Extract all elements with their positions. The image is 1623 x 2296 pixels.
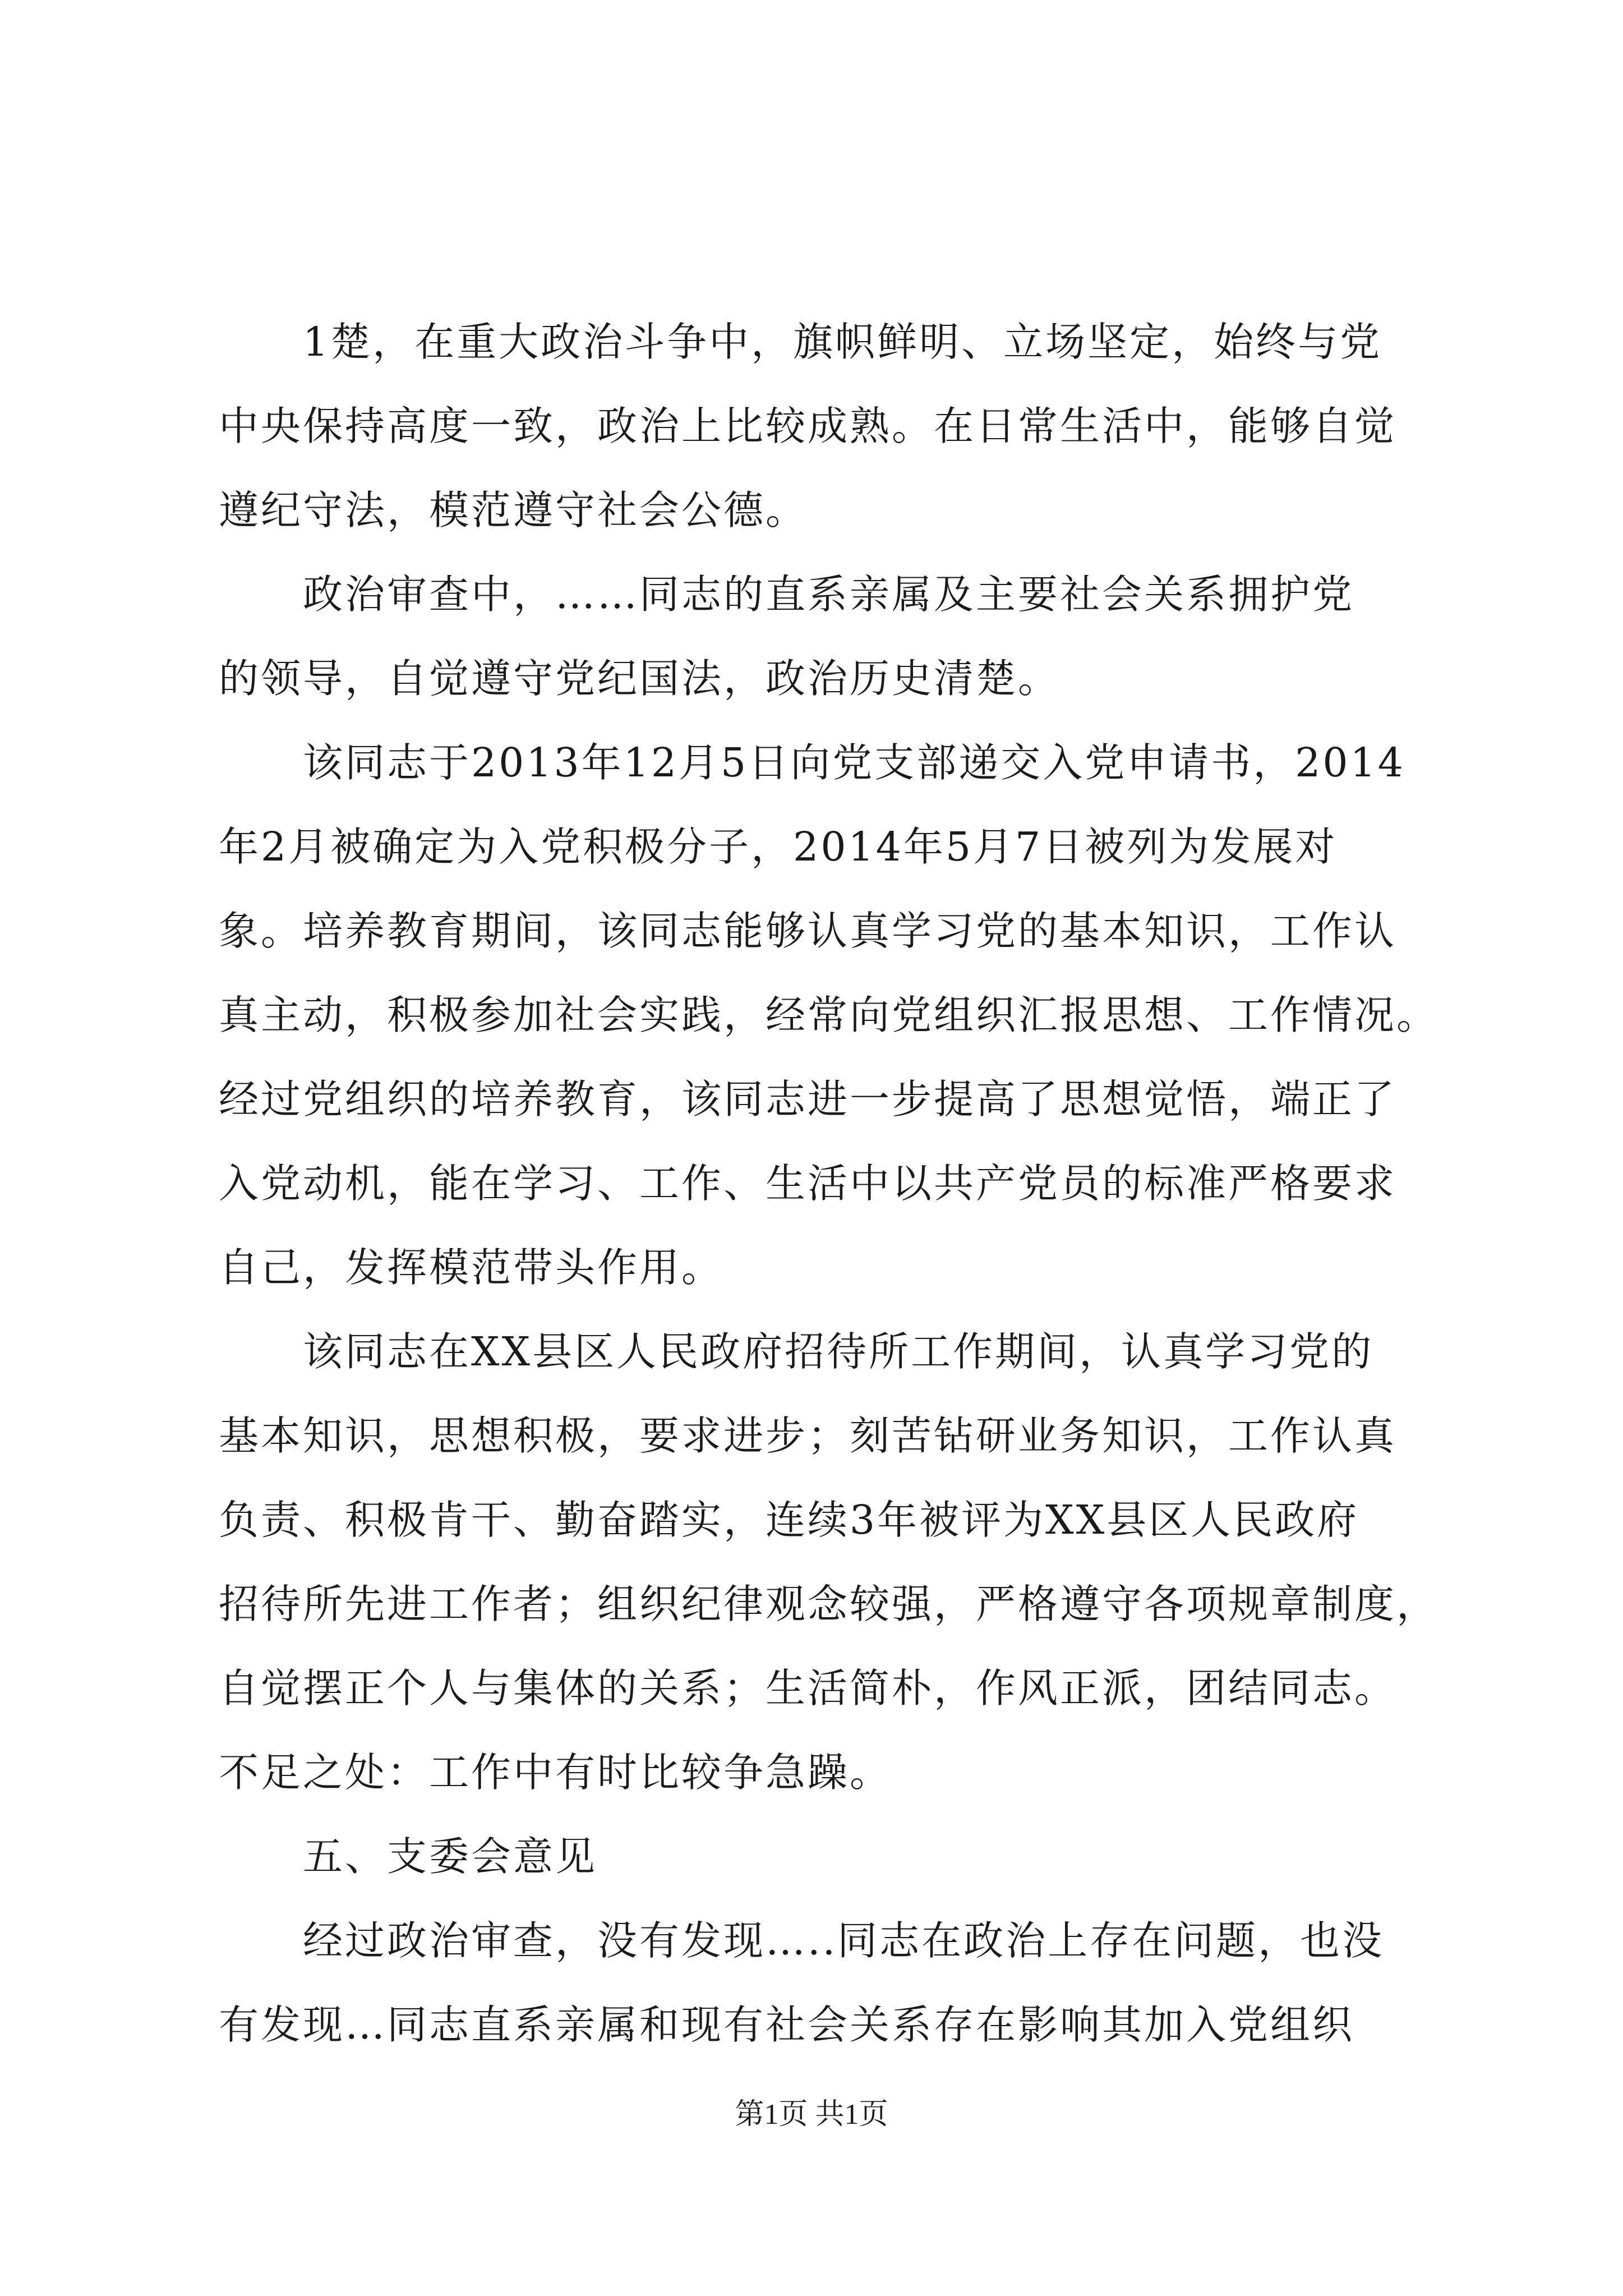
text-line: 入党动机，能在学习、工作、生活中以共产党员的标准严格要求	[219, 1160, 1397, 1207]
text-line: 象。培养教育期间，该同志能够认真学习党的基本知识，工作认	[219, 908, 1397, 954]
text-line: 遵纪守法，模范遵守社会公德。	[219, 487, 808, 533]
text-line: 该同志在XX县区人民政府招待所工作期间，认真学习党的	[303, 1328, 1374, 1375]
page-footer: 第1页 共1页	[735, 2099, 888, 2131]
text-line: 该同志于2013年12月5日向党支部递交入党申请书，2014	[303, 739, 1405, 786]
text-line: 的领导，自觉遵守党纪国法，政治历史清楚。	[219, 655, 1061, 702]
document-body	[219, 300, 1439, 2067]
text-line: 自觉摆正个人与集体的关系；生活简朴，作风正派，团结同志。	[219, 1665, 1397, 1711]
text-line: 年2月被确定为入党积极分子，2014年5月7日被列为发展对	[219, 823, 1338, 870]
text-line: 招待所先进工作者；组织纪律观念较强，严格遵守各项规章制度，	[219, 1581, 1439, 1627]
text-line: 经过政治审查，没有发现…..同志在政治上存在问题，也没	[303, 1917, 1385, 1964]
text-line: 政治审查中，……同志的直系亲属及主要社会关系拥护党	[303, 571, 1355, 618]
section-heading: 五、支委会意见	[303, 1833, 598, 1880]
text-line: 有发现…同志直系亲属和现有社会关系存在影响其加入党组织	[219, 2001, 1355, 2048]
text-line: 自己，发挥模范带头作用。	[219, 1244, 724, 1291]
text-line: 1楚，在重大政治斗争中，旗帜鲜明、立场坚定，始终与党	[303, 319, 1382, 365]
text-line: 不足之处：工作中有时比较争急躁。	[219, 1749, 892, 1796]
text-line: 真主动，积极参加社会实践，经常向党组织汇报思想、工作情况。	[219, 992, 1439, 1038]
text-line: 基本知识，思想积极，要求进步；刻苦钻研业务知识，工作认真	[219, 1412, 1397, 1459]
text-line: 负责、积极肯干、勤奋踏实，连续3年被评为XX县区人民政府	[219, 1497, 1359, 1543]
text-line: 经过党组织的培养教育，该同志进一步提高了思想觉悟，端正了	[219, 1076, 1397, 1122]
text-line: 中央保持高度一致，政治上比较成熟。在日常生活中，能够自觉	[219, 403, 1397, 449]
